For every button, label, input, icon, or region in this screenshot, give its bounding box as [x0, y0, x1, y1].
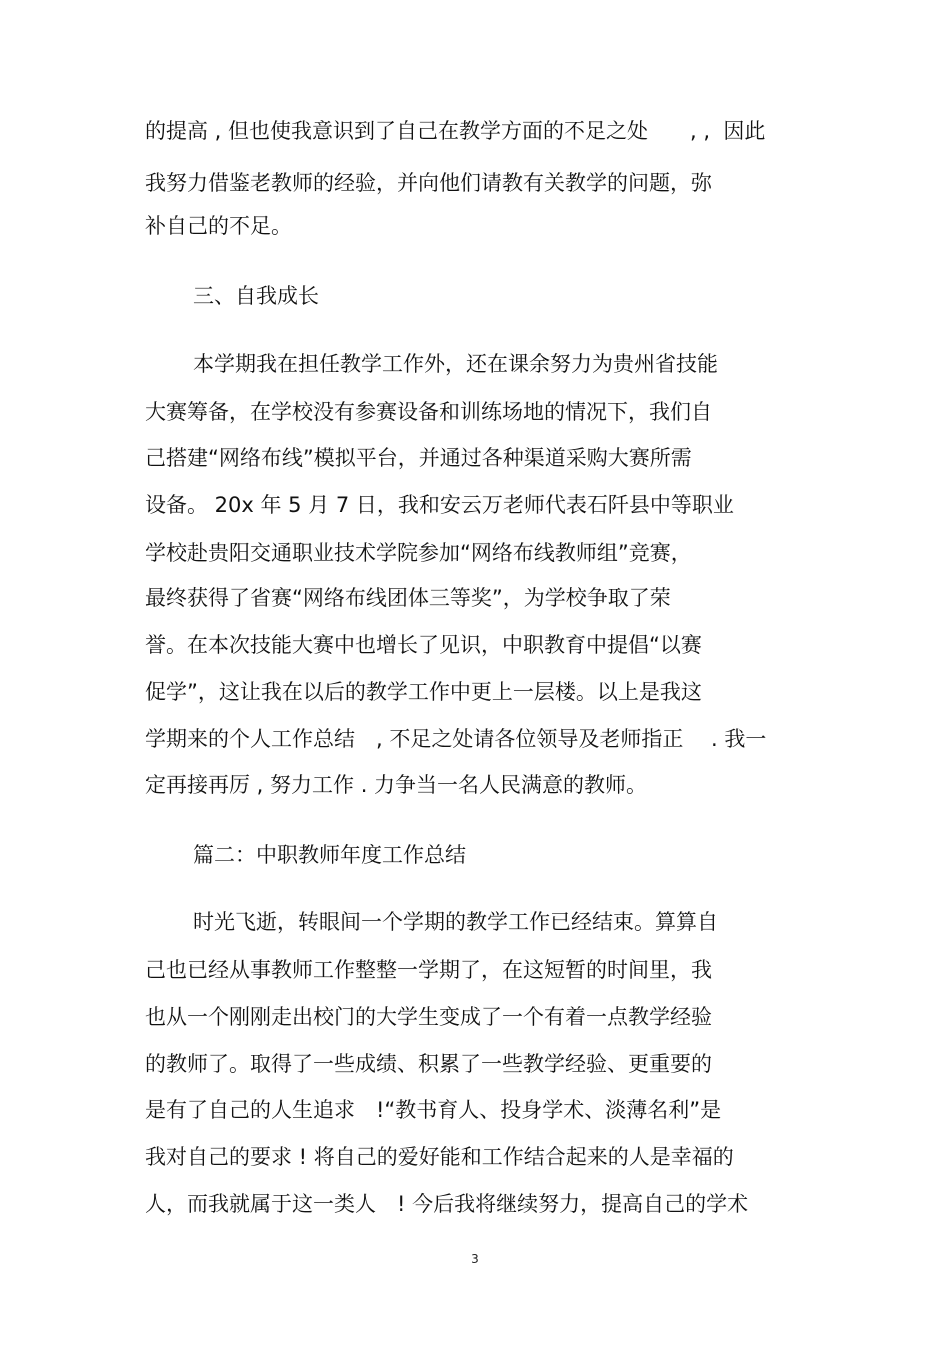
text-line: 人，而我就属于这一类人 ! 今后我将继续努力，提高自己的学术 [145, 1192, 749, 1216]
text-line: 己也已经从事教师工作整整一学期了，在这短暂的时间里，我 [145, 958, 712, 982]
text-line: 誉。在本次技能大赛中也增长了见识，中职教育中提倡“以赛 [145, 633, 702, 657]
text-line: 也从一个刚刚走出校门的大学生变成了一个有着一点教学经验 [145, 1005, 712, 1029]
section-heading: 三、自我成长 [193, 284, 319, 308]
text-line: 本学期我在担任教学工作外，还在课余努力为贵州省技能 [193, 352, 718, 376]
text-line: 大赛筹备，在学校没有参赛设备和训练场地的情况下，我们自 [145, 400, 712, 424]
text-line: 学校赴贵阳交通职业技术学院参加“网络布线教师组”竞赛， [145, 541, 692, 565]
text-line: 的提高 , 但也使我意识到了自己在教学方面的不足之处 , , 因此 [145, 119, 766, 143]
page-number: 3 [471, 1252, 479, 1266]
text-line: 我对自己的要求 ! 将自己的爱好能和工作结合起来的人是幸福的 [145, 1145, 734, 1169]
text-line: 最终获得了省赛“网络布线团体三等奖”，为学校争取了荣 [145, 586, 671, 610]
text-line: 时光飞逝，转眼间一个学期的教学工作已经结束。算算自 [193, 910, 718, 934]
text-line: 我努力借鉴老教师的经验，并向他们请教有关教学的问题，弥 [145, 171, 712, 195]
text-line: 是有了自己的人生追求 !“教书育人、投身学术、淡薄名利”是 [145, 1098, 722, 1122]
text-line: 设备。 20x 年 5 月 7 日，我和安云万老师代表石阡县中等职业 [145, 493, 734, 517]
text-line: 学期来的个人工作总结 , 不足之处请各位领导及老师指正 . 我一 [145, 727, 767, 751]
text-line: 促学”，这让我在以后的教学工作中更上一层楼。以上是我这 [145, 680, 702, 704]
text-line: 的教师了。取得了一些成绩、积累了一些教学经验、更重要的 [145, 1052, 712, 1076]
text-line: 补自己的不足。 [145, 214, 292, 238]
text-line: 定再接再厉 , 努力工作 . 力争当一名人民满意的教师。 [145, 773, 648, 797]
text-line: 己搭建“网络布线”模拟平台，并通过各种渠道采购大赛所需 [145, 446, 692, 470]
section-heading: 篇二：中职教师年度工作总结 [193, 843, 466, 867]
